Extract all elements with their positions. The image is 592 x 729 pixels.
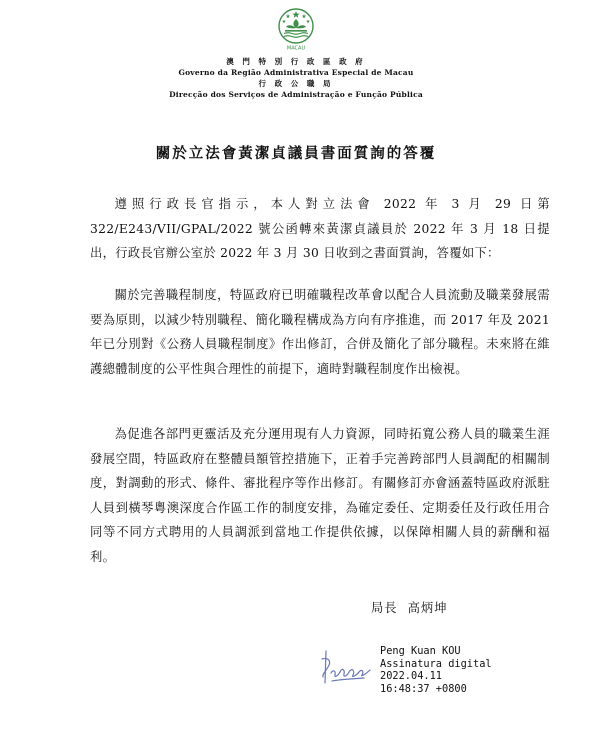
handwritten-signature-icon: [318, 645, 378, 691]
digital-signature-block: [380, 645, 492, 695]
bureau-name-zh: 行 政 公 職 局: [258, 79, 334, 88]
bureau-name-pt: Direcção dos Serviços de Administração e Função Pública: [169, 90, 423, 99]
letterhead: [0, 56, 592, 100]
paragraph-3: 為促進各部門更靈活及充分運用現有人力資源，同時拓寬公務人員的職業生涯發展空間，特區政府在整體員額管控措施下，正着手完善跨部門人員調配的相關制度，對調動的形式、條件、審批程序等作出修訂。有關修訂亦會涵蓋特區政府派駐人員到橫琴粵澳深度合作區工作的制度安排，為確定委任、定期委任及行政任用合同等不同方式聘用的人員調派到當地工作提供依據，以保障相關人員的薪酬和福利。: [90, 427, 550, 564]
signatory: [371, 598, 448, 616]
signatory-position: 局長: [371, 601, 398, 615]
document-title: 關於立法會黃潔貞議員書面質詢的答覆: [155, 145, 437, 162]
digital-signature-time: 16:48:37 +0800: [380, 682, 467, 695]
digital-signature-date: 2022.04.11: [380, 670, 442, 683]
paragraph-1: 遵照行政長官指示，本人對立法會 2022 年 3 月 29 日第 322/E243/VII/GPAL/2022 號公函轉來黃潔貞議員於 2022 年 3 月 18 日提出，行政長官辦公室於 2022 年 3 月 30 日收到之書面質詢，答覆如下：: [90, 197, 550, 261]
paragraph-2: 關於完善職程制度，特區政府已明確職程改革會以配合人員流動及職業發展需要為原則，以減少特別職程、簡化職程構成為方向有序推進，而 2017 年及 2021 年已分別對《公務人員職程制度》作出修訂，合併及簡化了部分職程。未來將在維護總體制度的公平性與合理性的前提下，適時對職程制度作出檢視。: [90, 288, 550, 376]
government-name-pt: Governo da Região Administrativa Especial de Macau: [178, 68, 414, 77]
macau-emblem-icon: [275, 7, 317, 51]
government-name-zh: 澳 門 特 別 行 政 區 政 府: [226, 57, 366, 66]
emblem-label: MACAU: [286, 45, 306, 51]
digital-signer-name: Peng Kuan KOU: [380, 645, 461, 657]
signatory-name: 高炳坤: [407, 601, 448, 615]
digital-signature-label: Assinatura digital: [380, 657, 492, 670]
